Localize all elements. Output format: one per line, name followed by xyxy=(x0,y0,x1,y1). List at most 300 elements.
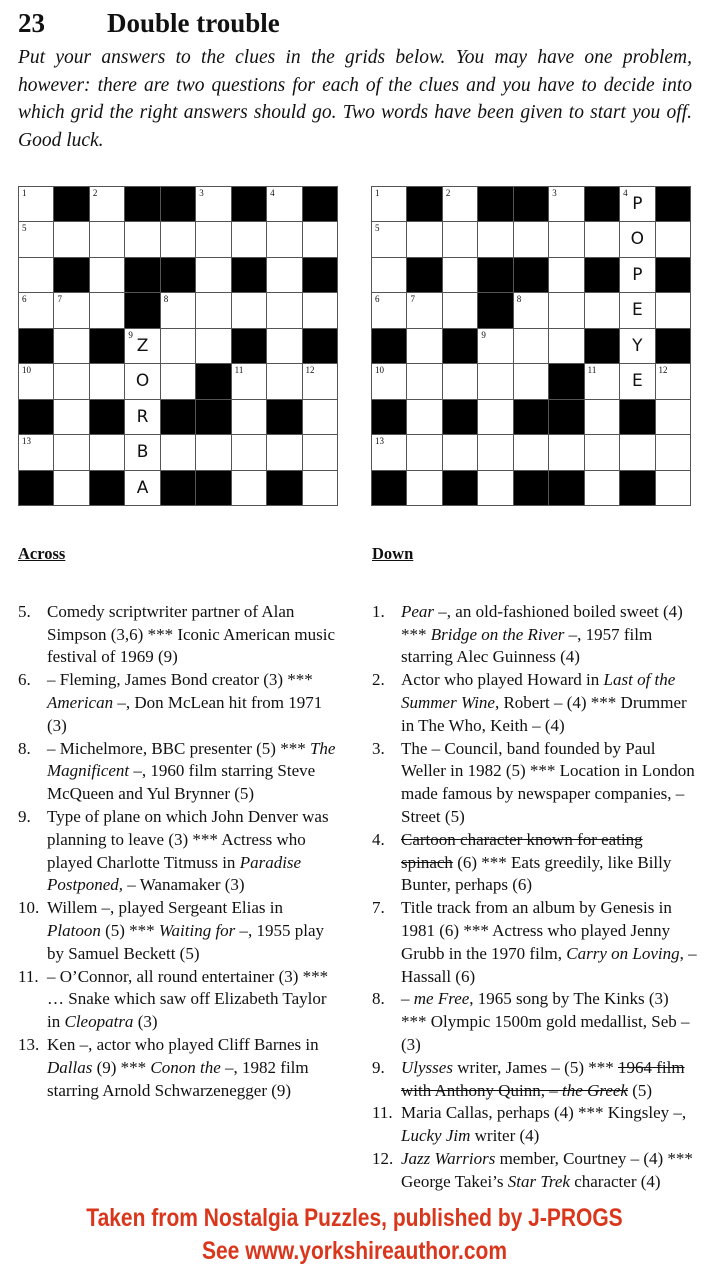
grid-cell[interactable] xyxy=(585,364,619,398)
grid-cell[interactable] xyxy=(267,187,301,221)
down-clue xyxy=(372,1148,697,1194)
black-square xyxy=(267,400,301,434)
clue-text-segment: , 1965 song by The Kinks (3) *** Olympic 1500m gold medallist, Seb – (3) xyxy=(401,989,690,1054)
grid-cell[interactable] xyxy=(196,293,230,327)
black-square xyxy=(125,258,159,292)
black-square xyxy=(478,258,512,292)
black-square xyxy=(372,400,406,434)
grid-cell[interactable] xyxy=(54,364,88,398)
given-letter: O xyxy=(135,371,150,392)
black-square xyxy=(161,187,195,221)
clue-text-segment: Paradise Postponed, xyxy=(47,852,302,895)
black-square xyxy=(196,364,230,398)
clue-text xyxy=(401,669,697,737)
clue-number: 8 xyxy=(516,294,522,305)
across-clue xyxy=(18,806,340,897)
black-square xyxy=(478,293,512,327)
given-letter: B xyxy=(136,442,149,463)
grid-cell[interactable] xyxy=(620,329,654,363)
clue-number: 11 xyxy=(234,365,244,376)
grid-cell[interactable] xyxy=(232,364,266,398)
clue-text-segment: Comedy scriptwriter partner of Alan Simpson (3,6) *** Iconic American music festival of 1969 (9) xyxy=(47,601,336,667)
grid-cell[interactable] xyxy=(303,435,337,469)
clue-text-segment: Star Trek xyxy=(507,1171,570,1191)
grid-cell[interactable] xyxy=(407,400,441,434)
grid-cell[interactable] xyxy=(54,293,88,327)
black-square xyxy=(196,400,230,434)
clue-text-segment: – xyxy=(401,989,414,1009)
clue-text-segment: (5) *** xyxy=(100,920,159,940)
clue-text-segment: –, 1957 film starring Alec Guinness (4) xyxy=(401,624,653,667)
clue-text-segment: , – Hassall (6) xyxy=(401,943,697,986)
grid-cell[interactable] xyxy=(585,435,619,469)
clue-number: 12 xyxy=(658,365,668,376)
grid-cell[interactable] xyxy=(232,293,266,327)
black-square xyxy=(443,400,477,434)
grid-cell[interactable] xyxy=(19,258,53,292)
grid-cell[interactable] xyxy=(125,364,159,398)
grid-cell[interactable] xyxy=(54,435,88,469)
grid-cell[interactable] xyxy=(267,435,301,469)
given-letter: Z xyxy=(136,335,149,356)
grid-cell[interactable] xyxy=(478,435,512,469)
grid-cell[interactable] xyxy=(90,293,124,327)
clue-number: 3. xyxy=(372,738,385,758)
grid-cell[interactable] xyxy=(372,187,406,221)
clue-number: 11 xyxy=(587,365,597,376)
clue-number: 7 xyxy=(410,294,415,305)
grid-cell[interactable] xyxy=(443,364,477,398)
grid-cell[interactable] xyxy=(19,435,53,469)
grid-cell[interactable] xyxy=(656,293,690,327)
black-square xyxy=(656,187,690,221)
clue-text-segment: (9) *** xyxy=(92,1057,151,1077)
grid-cell[interactable] xyxy=(620,293,654,327)
crossword-grid-1 xyxy=(18,186,338,506)
down-clues xyxy=(372,543,697,1194)
struck-clue-text: Cartoon character known for eating spinach xyxy=(401,829,643,872)
grid-cell[interactable] xyxy=(196,222,230,256)
grid-cell[interactable] xyxy=(267,222,301,256)
grid-cell[interactable] xyxy=(19,222,53,256)
clue-text-segment: –, 1955 play by Samuel Beckett (5) xyxy=(47,920,325,963)
grid-cell[interactable] xyxy=(267,329,301,363)
grid-cell[interactable] xyxy=(656,364,690,398)
grid-cell[interactable] xyxy=(549,435,583,469)
black-square xyxy=(514,471,548,505)
clue-number: 5 xyxy=(22,223,27,234)
given-letter: P xyxy=(632,264,643,285)
across-heading: Across xyxy=(18,544,66,563)
clue-number: 4. xyxy=(372,829,385,849)
grid-cell[interactable] xyxy=(19,187,53,221)
black-square xyxy=(478,187,512,221)
grid-cell[interactable] xyxy=(443,435,477,469)
clue-text-segment: Jazz Warriors xyxy=(401,1148,496,1168)
grid-cell[interactable] xyxy=(372,435,406,469)
clue-number: 7 xyxy=(57,294,62,305)
black-square xyxy=(125,293,159,327)
grid-cell[interactable] xyxy=(514,329,548,363)
grid-cell[interactable] xyxy=(620,187,654,221)
grid-cell[interactable] xyxy=(407,293,441,327)
clue-text-segment: Carry on Loving xyxy=(566,943,680,963)
black-square xyxy=(407,187,441,221)
grid-cell[interactable] xyxy=(549,222,583,256)
instructions: Put your answers to the clues in the grids below. You may have one problem, however: there are two questions for each of the clues and you have to decide into which grid the right answers should go. Two words have been given to start you off. Good luck. xyxy=(18,47,692,152)
black-square xyxy=(620,400,654,434)
grid-cell[interactable] xyxy=(407,364,441,398)
grid-cell[interactable] xyxy=(407,222,441,256)
black-square xyxy=(232,258,266,292)
grid-cell[interactable] xyxy=(620,222,654,256)
given-letter: R xyxy=(136,406,149,427)
given-letter: O xyxy=(630,229,645,250)
grid-cell[interactable] xyxy=(232,471,266,505)
grid-cell[interactable] xyxy=(514,222,548,256)
clue-text-segment: Bridge on the River xyxy=(430,624,565,644)
down-clue xyxy=(372,1102,697,1148)
clue-number: 3 xyxy=(552,188,557,198)
grid-cell[interactable] xyxy=(19,364,53,398)
black-square xyxy=(161,471,195,505)
black-square xyxy=(407,258,441,292)
grid-cell[interactable] xyxy=(125,435,159,469)
clue-number: 2 xyxy=(92,188,98,198)
grid-cell[interactable] xyxy=(372,364,406,398)
clue-number: 3 xyxy=(199,188,204,198)
down-clue xyxy=(372,1057,697,1103)
black-square xyxy=(19,471,53,505)
clue-number: 9. xyxy=(18,806,31,826)
grid-cell[interactable] xyxy=(549,187,583,221)
clue-number: 6. xyxy=(18,670,31,690)
clue-number: 5. xyxy=(18,601,31,621)
clue-text xyxy=(401,738,697,829)
black-square xyxy=(54,187,88,221)
clue-text xyxy=(47,738,340,806)
across-clue xyxy=(18,601,340,669)
grid-cell[interactable] xyxy=(407,435,441,469)
given-letter: Y xyxy=(632,335,643,356)
clue-text xyxy=(47,1034,340,1102)
grid-cell[interactable] xyxy=(478,329,512,363)
clue-text-segment: Ken –, actor who played Cliff Barnes in xyxy=(47,1034,319,1054)
black-square xyxy=(656,329,690,363)
clue-text-segment: Lucky Jim xyxy=(401,1126,471,1146)
website-line: See www.yorkshireauthor.com xyxy=(202,1237,507,1265)
grid-cell[interactable] xyxy=(267,293,301,327)
clue-number: 2. xyxy=(372,670,385,690)
grid-cell[interactable] xyxy=(125,471,159,505)
black-square xyxy=(303,187,337,221)
clue-number: 9 xyxy=(481,329,486,340)
clue-number: 10 xyxy=(22,365,31,376)
grid-cell[interactable] xyxy=(232,400,266,434)
grid-cell[interactable] xyxy=(620,435,654,469)
grid-cell[interactable] xyxy=(620,364,654,398)
clue-text-segment: – Michelmore, BBC presenter (5) *** xyxy=(47,738,310,758)
grid-cell[interactable] xyxy=(549,329,583,363)
grid-cell[interactable] xyxy=(514,435,548,469)
grid-cell[interactable] xyxy=(267,364,301,398)
clue-text-segment: writer (4) xyxy=(470,1126,540,1146)
clue-text-segment: Pear xyxy=(401,601,435,621)
black-square xyxy=(620,471,654,505)
grid-cell[interactable] xyxy=(478,364,512,398)
clue-text-segment: Willem –, played Sergeant Elias in xyxy=(47,898,283,918)
grid-cell[interactable] xyxy=(303,222,337,256)
grid-cell[interactable] xyxy=(232,435,266,469)
clue-number: 10 xyxy=(375,365,384,376)
clue-text xyxy=(401,829,697,897)
clue-text-segment: –, Don McLean hit from 1971 (3) xyxy=(47,692,323,735)
grid-cell[interactable] xyxy=(161,435,195,469)
grid-cell[interactable] xyxy=(267,258,301,292)
grid-cell[interactable] xyxy=(585,471,619,505)
grid-cell[interactable] xyxy=(90,222,124,256)
clue-number: 1 xyxy=(22,188,27,198)
grid-cell[interactable] xyxy=(54,329,88,363)
grid-cell[interactable] xyxy=(549,258,583,292)
grid-cell[interactable] xyxy=(161,222,195,256)
clue-text-segment: – Wanamaker (3) xyxy=(123,875,245,895)
grid-cell[interactable] xyxy=(585,400,619,434)
across-clues xyxy=(18,543,340,1102)
puzzle-number: 23 xyxy=(18,8,45,38)
clue-text xyxy=(47,966,340,1034)
black-square xyxy=(372,329,406,363)
clue-number: 9. xyxy=(372,1057,385,1077)
puzzle-title xyxy=(18,8,280,39)
grid-cell[interactable] xyxy=(90,258,124,292)
clue-text-segment: Title track from an album by Genesis in 1981 (6) *** Actress who played Jenny Grubb in the 1970 film, xyxy=(401,898,672,963)
grid-cell[interactable] xyxy=(372,258,406,292)
black-square xyxy=(443,471,477,505)
black-square xyxy=(125,187,159,221)
grid-cell[interactable] xyxy=(407,329,441,363)
clue-text-segment: Cleopatra xyxy=(64,1012,134,1032)
grid-cell[interactable] xyxy=(656,471,690,505)
clue-number: 13 xyxy=(22,436,31,447)
black-square xyxy=(549,400,583,434)
puzzle-name: Double trouble xyxy=(107,8,280,38)
grid-cell[interactable] xyxy=(161,329,195,363)
down-clue xyxy=(372,829,697,897)
crossword-grid-2 xyxy=(371,186,691,506)
black-square xyxy=(514,258,548,292)
grid-cell[interactable] xyxy=(514,293,548,327)
clue-text-segment: Ulysses xyxy=(401,1057,453,1077)
clue-number: 12 xyxy=(305,365,315,376)
clue-text-segment: – O’Connor, all round entertainer (3) *** … Snake which saw off Elizabeth Taylor in xyxy=(47,966,329,1032)
clue-text-segment: writer, James – (5) *** xyxy=(452,1057,618,1077)
clue-text xyxy=(401,1102,697,1148)
clue-text xyxy=(401,1057,697,1103)
grid-cell[interactable] xyxy=(196,435,230,469)
black-square xyxy=(303,329,337,363)
clue-text-segment: Waiting for xyxy=(158,920,236,940)
black-square xyxy=(656,258,690,292)
clue-number: 4 xyxy=(270,188,275,198)
black-square xyxy=(161,400,195,434)
black-square xyxy=(443,329,477,363)
clue-number: 7. xyxy=(372,898,385,918)
grid-cell[interactable] xyxy=(232,222,266,256)
black-square xyxy=(19,329,53,363)
credit-line: Taken from Nostalgia Puzzles, published by J-PROGS xyxy=(86,1204,623,1232)
across-clue xyxy=(18,966,340,1034)
grid-cell[interactable] xyxy=(196,187,230,221)
clue-text-segment: Maria Callas, perhaps (4) *** Kingsley –, xyxy=(401,1103,687,1123)
grid-cell[interactable] xyxy=(90,435,124,469)
clue-number: 11. xyxy=(372,1103,393,1123)
clue-text-segment: – Fleming, James Bond creator (3) *** xyxy=(47,670,313,690)
grid-cell[interactable] xyxy=(125,329,159,363)
grid-cell[interactable] xyxy=(161,293,195,327)
grid-cell[interactable] xyxy=(303,293,337,327)
grid-cell[interactable] xyxy=(54,400,88,434)
struck-clue-text: the Greek xyxy=(562,1080,628,1100)
clue-number: 10. xyxy=(18,898,40,918)
grid-cell[interactable] xyxy=(372,222,406,256)
clue-number: 2 xyxy=(445,188,451,198)
grid-cell[interactable] xyxy=(478,222,512,256)
black-square xyxy=(372,471,406,505)
down-clue xyxy=(372,988,697,1056)
clue-text-segment: –, an old-fashioned boiled sweet (4) *** xyxy=(401,601,683,644)
given-letter: P xyxy=(632,194,643,214)
black-square xyxy=(232,329,266,363)
clue-text-segment: Type of plane on which John Denver was planning to leave (3) *** Actress who played Charlotte Titmuss in xyxy=(47,806,329,872)
down-clue xyxy=(372,601,697,669)
clue-number: 6 xyxy=(375,294,380,305)
across-clue xyxy=(18,669,340,737)
clue-number: 6 xyxy=(22,294,27,305)
grid-cell[interactable] xyxy=(443,187,477,221)
clue-text-segment: (6) *** Eats greedily, like Billy Bunter, perhaps (6) xyxy=(401,852,672,895)
clue-number: 5 xyxy=(375,223,380,234)
clue-number: 11. xyxy=(18,966,39,986)
grid-cell[interactable] xyxy=(303,364,337,398)
black-square xyxy=(585,329,619,363)
grid-cell[interactable] xyxy=(19,293,53,327)
black-square xyxy=(232,187,266,221)
grid-cell[interactable] xyxy=(54,471,88,505)
clue-number: 8. xyxy=(372,989,385,1009)
grid-cell[interactable] xyxy=(125,222,159,256)
clue-number: 9 xyxy=(128,329,133,340)
clue-text xyxy=(401,897,697,988)
down-clue xyxy=(372,669,697,737)
clue-number: 8. xyxy=(18,738,31,758)
given-letter: E xyxy=(631,300,643,321)
down-clue xyxy=(372,738,697,829)
grid-cell[interactable] xyxy=(478,400,512,434)
grid-cell[interactable] xyxy=(443,293,477,327)
clue-text-segment: Conon the xyxy=(150,1057,221,1077)
clue-number: 13. xyxy=(18,1034,40,1054)
struck-clue-text: 1964 film with Anthony Quinn, – xyxy=(401,1057,685,1100)
black-square xyxy=(303,258,337,292)
grid-cell[interactable] xyxy=(656,222,690,256)
grid-cell[interactable] xyxy=(407,471,441,505)
grid-cell[interactable] xyxy=(478,471,512,505)
grid-cell[interactable] xyxy=(585,222,619,256)
grid-cell[interactable] xyxy=(90,364,124,398)
clue-text xyxy=(47,897,340,965)
black-square xyxy=(585,187,619,221)
clue-text-segment: (3) xyxy=(133,1012,158,1032)
grid-cell[interactable] xyxy=(125,400,159,434)
clue-text-segment: The – Council, band founded by Paul Weller in 1982 (5) *** Location in London made famous by newspaper companies, – Street (5) xyxy=(401,738,695,826)
grid-cell[interactable] xyxy=(585,293,619,327)
grid-cell[interactable] xyxy=(549,293,583,327)
clue-text-segment: The Magnificent xyxy=(47,738,336,781)
clue-text-segment: (5) xyxy=(627,1080,653,1100)
clue-text xyxy=(47,669,340,737)
grid-cell[interactable] xyxy=(90,187,124,221)
black-square xyxy=(90,400,124,434)
clue-number: 8 xyxy=(163,294,169,305)
grid-cell[interactable] xyxy=(656,435,690,469)
clue-text-segment: Platoon xyxy=(47,920,101,940)
black-square xyxy=(54,258,88,292)
clue-number: 1. xyxy=(372,601,385,621)
grid-cell[interactable] xyxy=(196,258,230,292)
given-letter: E xyxy=(631,371,643,392)
clue-text-segment: member, Courtney – (4) *** George Takei’s xyxy=(401,1148,693,1191)
credits xyxy=(0,1202,709,1268)
clue-text-segment: Actor who played Howard in xyxy=(401,670,604,690)
grid-cell[interactable] xyxy=(196,329,230,363)
black-square xyxy=(267,471,301,505)
clue-text-segment: me Free xyxy=(413,989,470,1009)
clue-number: 4 xyxy=(623,188,628,198)
grid-cell[interactable] xyxy=(372,293,406,327)
grid-cell[interactable] xyxy=(656,400,690,434)
down-heading: Down xyxy=(372,544,414,563)
grid-cell[interactable] xyxy=(443,222,477,256)
black-square xyxy=(19,400,53,434)
black-square xyxy=(196,471,230,505)
clue-text-segment: –, 1982 film starring Arnold Schwarzenegger (9) xyxy=(47,1057,309,1100)
clue-number: 12. xyxy=(372,1148,394,1168)
grid-cell[interactable] xyxy=(620,258,654,292)
black-square xyxy=(514,187,548,221)
grid-cell[interactable] xyxy=(303,471,337,505)
grid-cell[interactable] xyxy=(443,258,477,292)
clue-text-segment: Last of the Summer Wine xyxy=(401,670,676,712)
clue-number: 1 xyxy=(375,188,380,198)
clue-text-segment: –, 1960 film starring Steve McQueen and Yul Brynner (5) xyxy=(47,761,316,804)
grid-cell[interactable] xyxy=(54,222,88,256)
black-square xyxy=(161,258,195,292)
clue-text-segment: Dallas xyxy=(47,1057,93,1077)
grid-cell[interactable] xyxy=(303,400,337,434)
grid-cell[interactable] xyxy=(514,364,548,398)
down-clue xyxy=(372,897,697,988)
across-clue xyxy=(18,1034,340,1102)
grid-cell[interactable] xyxy=(161,364,195,398)
clue-text-segment: American xyxy=(47,692,114,712)
clue-text-segment: , Robert – (4) *** Drummer in The Who, Keith – (4) xyxy=(401,692,687,735)
given-letter: A xyxy=(136,477,149,498)
black-square xyxy=(514,400,548,434)
across-clue xyxy=(18,738,340,806)
black-square xyxy=(90,471,124,505)
clue-text xyxy=(47,806,340,897)
